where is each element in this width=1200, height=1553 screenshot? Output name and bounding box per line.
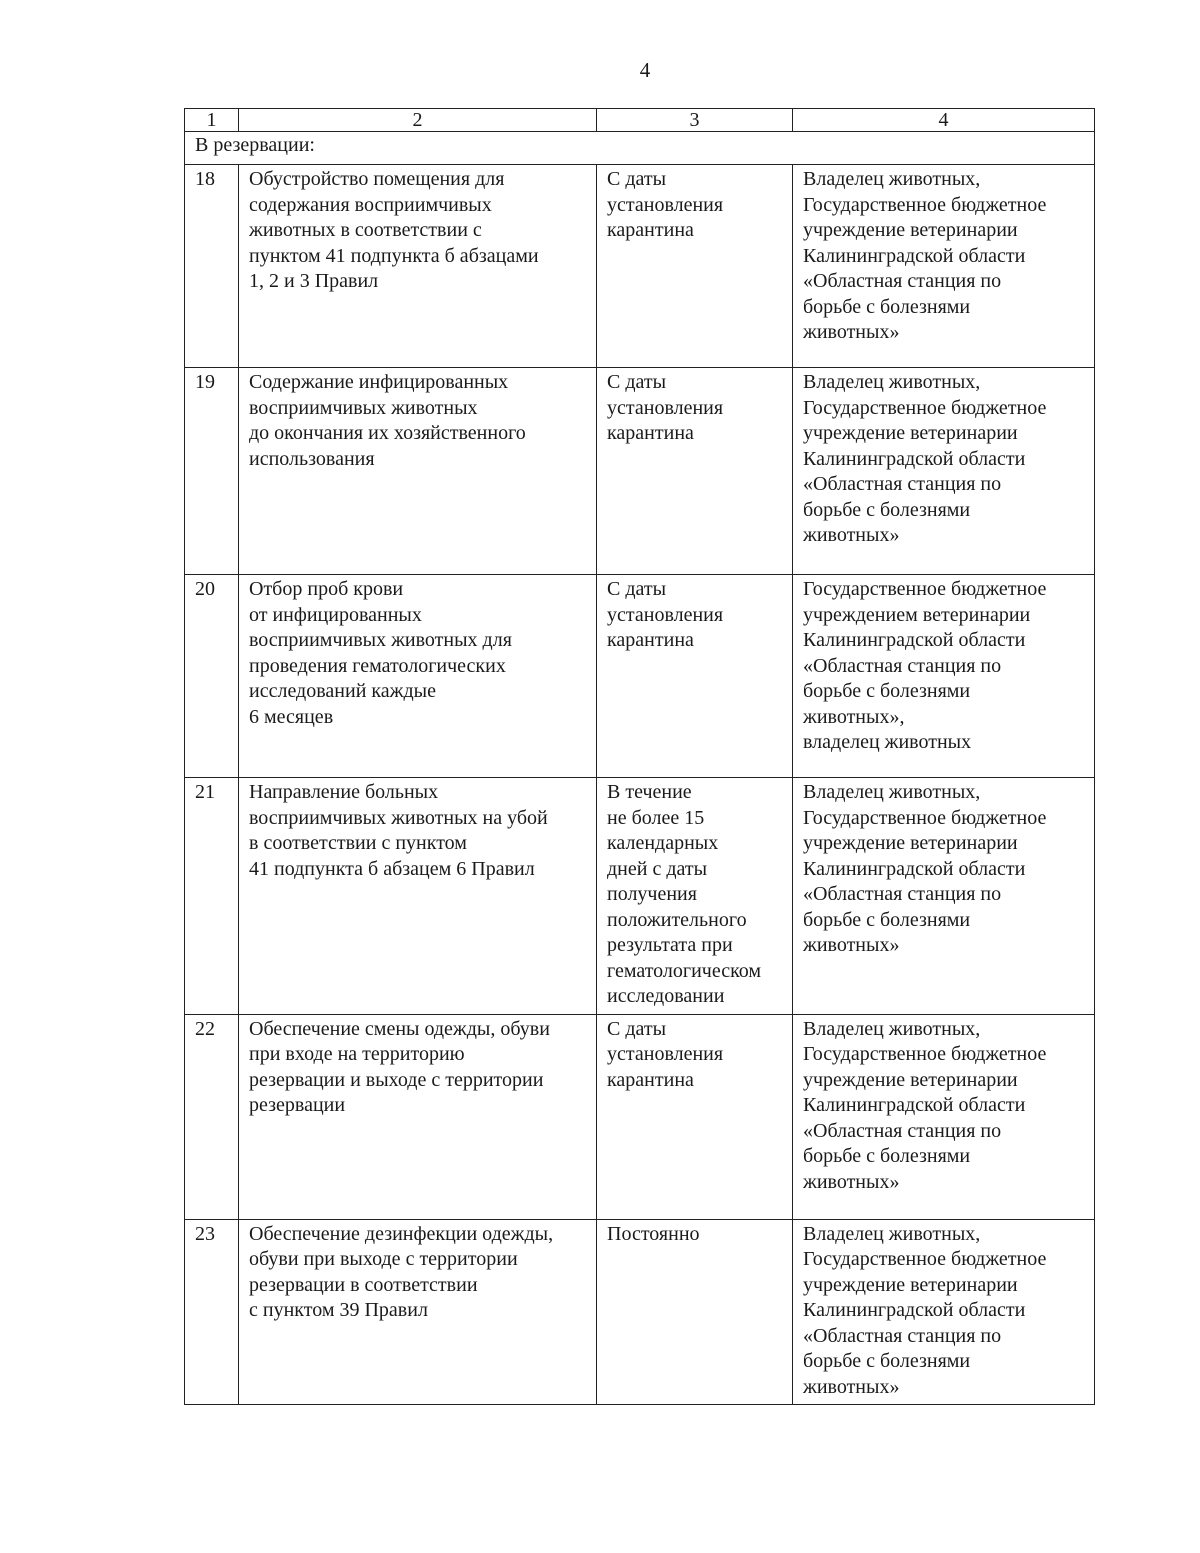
term-cell: В течение не более 15 календарных дней с даты получения положительного результата при гематологическом исследовании bbox=[597, 778, 793, 1015]
measure-cell: Отбор проб крови от инфицированных восприимчивых животных для проведения гематологических исследований каждые 6 месяцев bbox=[239, 575, 597, 778]
column-header: 2 bbox=[239, 109, 597, 132]
row-number: 23 bbox=[185, 1219, 239, 1405]
term-cell: С даты установления карантина bbox=[597, 1014, 793, 1219]
table-row bbox=[185, 575, 1095, 778]
page-number: 4 bbox=[639, 58, 651, 82]
responsible-cell: Владелец животных, Государственное бюджетное учреждение ветеринарии Калининградской области «Областная станция по борьбе с болезнями животных» bbox=[793, 1219, 1095, 1405]
row-number: 19 bbox=[185, 368, 239, 575]
row-number: 21 bbox=[185, 778, 239, 1015]
measure-cell: Направление больных восприимчивых животных на убой в соответствии с пунктом 41 подпункта б абзацем 6 Правил bbox=[239, 778, 597, 1015]
term-cell: С даты установления карантина bbox=[597, 165, 793, 368]
table-row bbox=[185, 1014, 1095, 1219]
table-row bbox=[185, 778, 1095, 1015]
table-row bbox=[185, 368, 1095, 575]
column-header: 3 bbox=[597, 109, 793, 132]
table-header-row bbox=[185, 109, 1095, 132]
measures-table bbox=[184, 108, 1095, 1405]
responsible-cell: Владелец животных, Государственное бюджетное учреждение ветеринарии Калининградской области «Областная станция по борьбе с болезнями животных» bbox=[793, 368, 1095, 575]
term-cell: Постоянно bbox=[597, 1219, 793, 1405]
responsible-cell: Государственное бюджетное учреждением ветеринарии Калининградской области «Областная станция по борьбе с болезнями животных», владелец животных bbox=[793, 575, 1095, 778]
row-number: 20 bbox=[185, 575, 239, 778]
responsible-cell: Владелец животных, Государственное бюджетное учреждение ветеринарии Калининградской области «Областная станция по борьбе с болезнями животных» bbox=[793, 165, 1095, 368]
table-row bbox=[185, 1219, 1095, 1405]
term-cell: С даты установления карантина bbox=[597, 575, 793, 778]
responsible-cell: Владелец животных, Государственное бюджетное учреждение ветеринарии Калининградской области «Областная станция по борьбе с болезнями животных» bbox=[793, 778, 1095, 1015]
column-header: 1 bbox=[185, 109, 239, 132]
term-cell: С даты установления карантина bbox=[597, 368, 793, 575]
section-row bbox=[185, 132, 1095, 165]
measure-cell: Обеспечение смены одежды, обуви при входе на территорию резервации и выходе с территории резервации bbox=[239, 1014, 597, 1219]
table-row bbox=[185, 165, 1095, 368]
measure-cell: Содержание инфицированных восприимчивых животных до окончания их хозяйственного использования bbox=[239, 368, 597, 575]
measure-cell: Обеспечение дезинфекции одежды, обуви при выходе с территории резервации в соответствии с пунктом 39 Правил bbox=[239, 1219, 597, 1405]
section-title: В резервации: bbox=[185, 132, 1095, 165]
column-header: 4 bbox=[793, 109, 1095, 132]
measure-cell: Обустройство помещения для содержания восприимчивых животных в соответствии с пунктом 41 подпункта б абзацами 1, 2 и 3 Правил bbox=[239, 165, 597, 368]
row-number: 22 bbox=[185, 1014, 239, 1219]
responsible-cell: Владелец животных, Государственное бюджетное учреждение ветеринарии Калининградской области «Областная станция по борьбе с болезнями животных» bbox=[793, 1014, 1095, 1219]
row-number: 18 bbox=[185, 165, 239, 368]
